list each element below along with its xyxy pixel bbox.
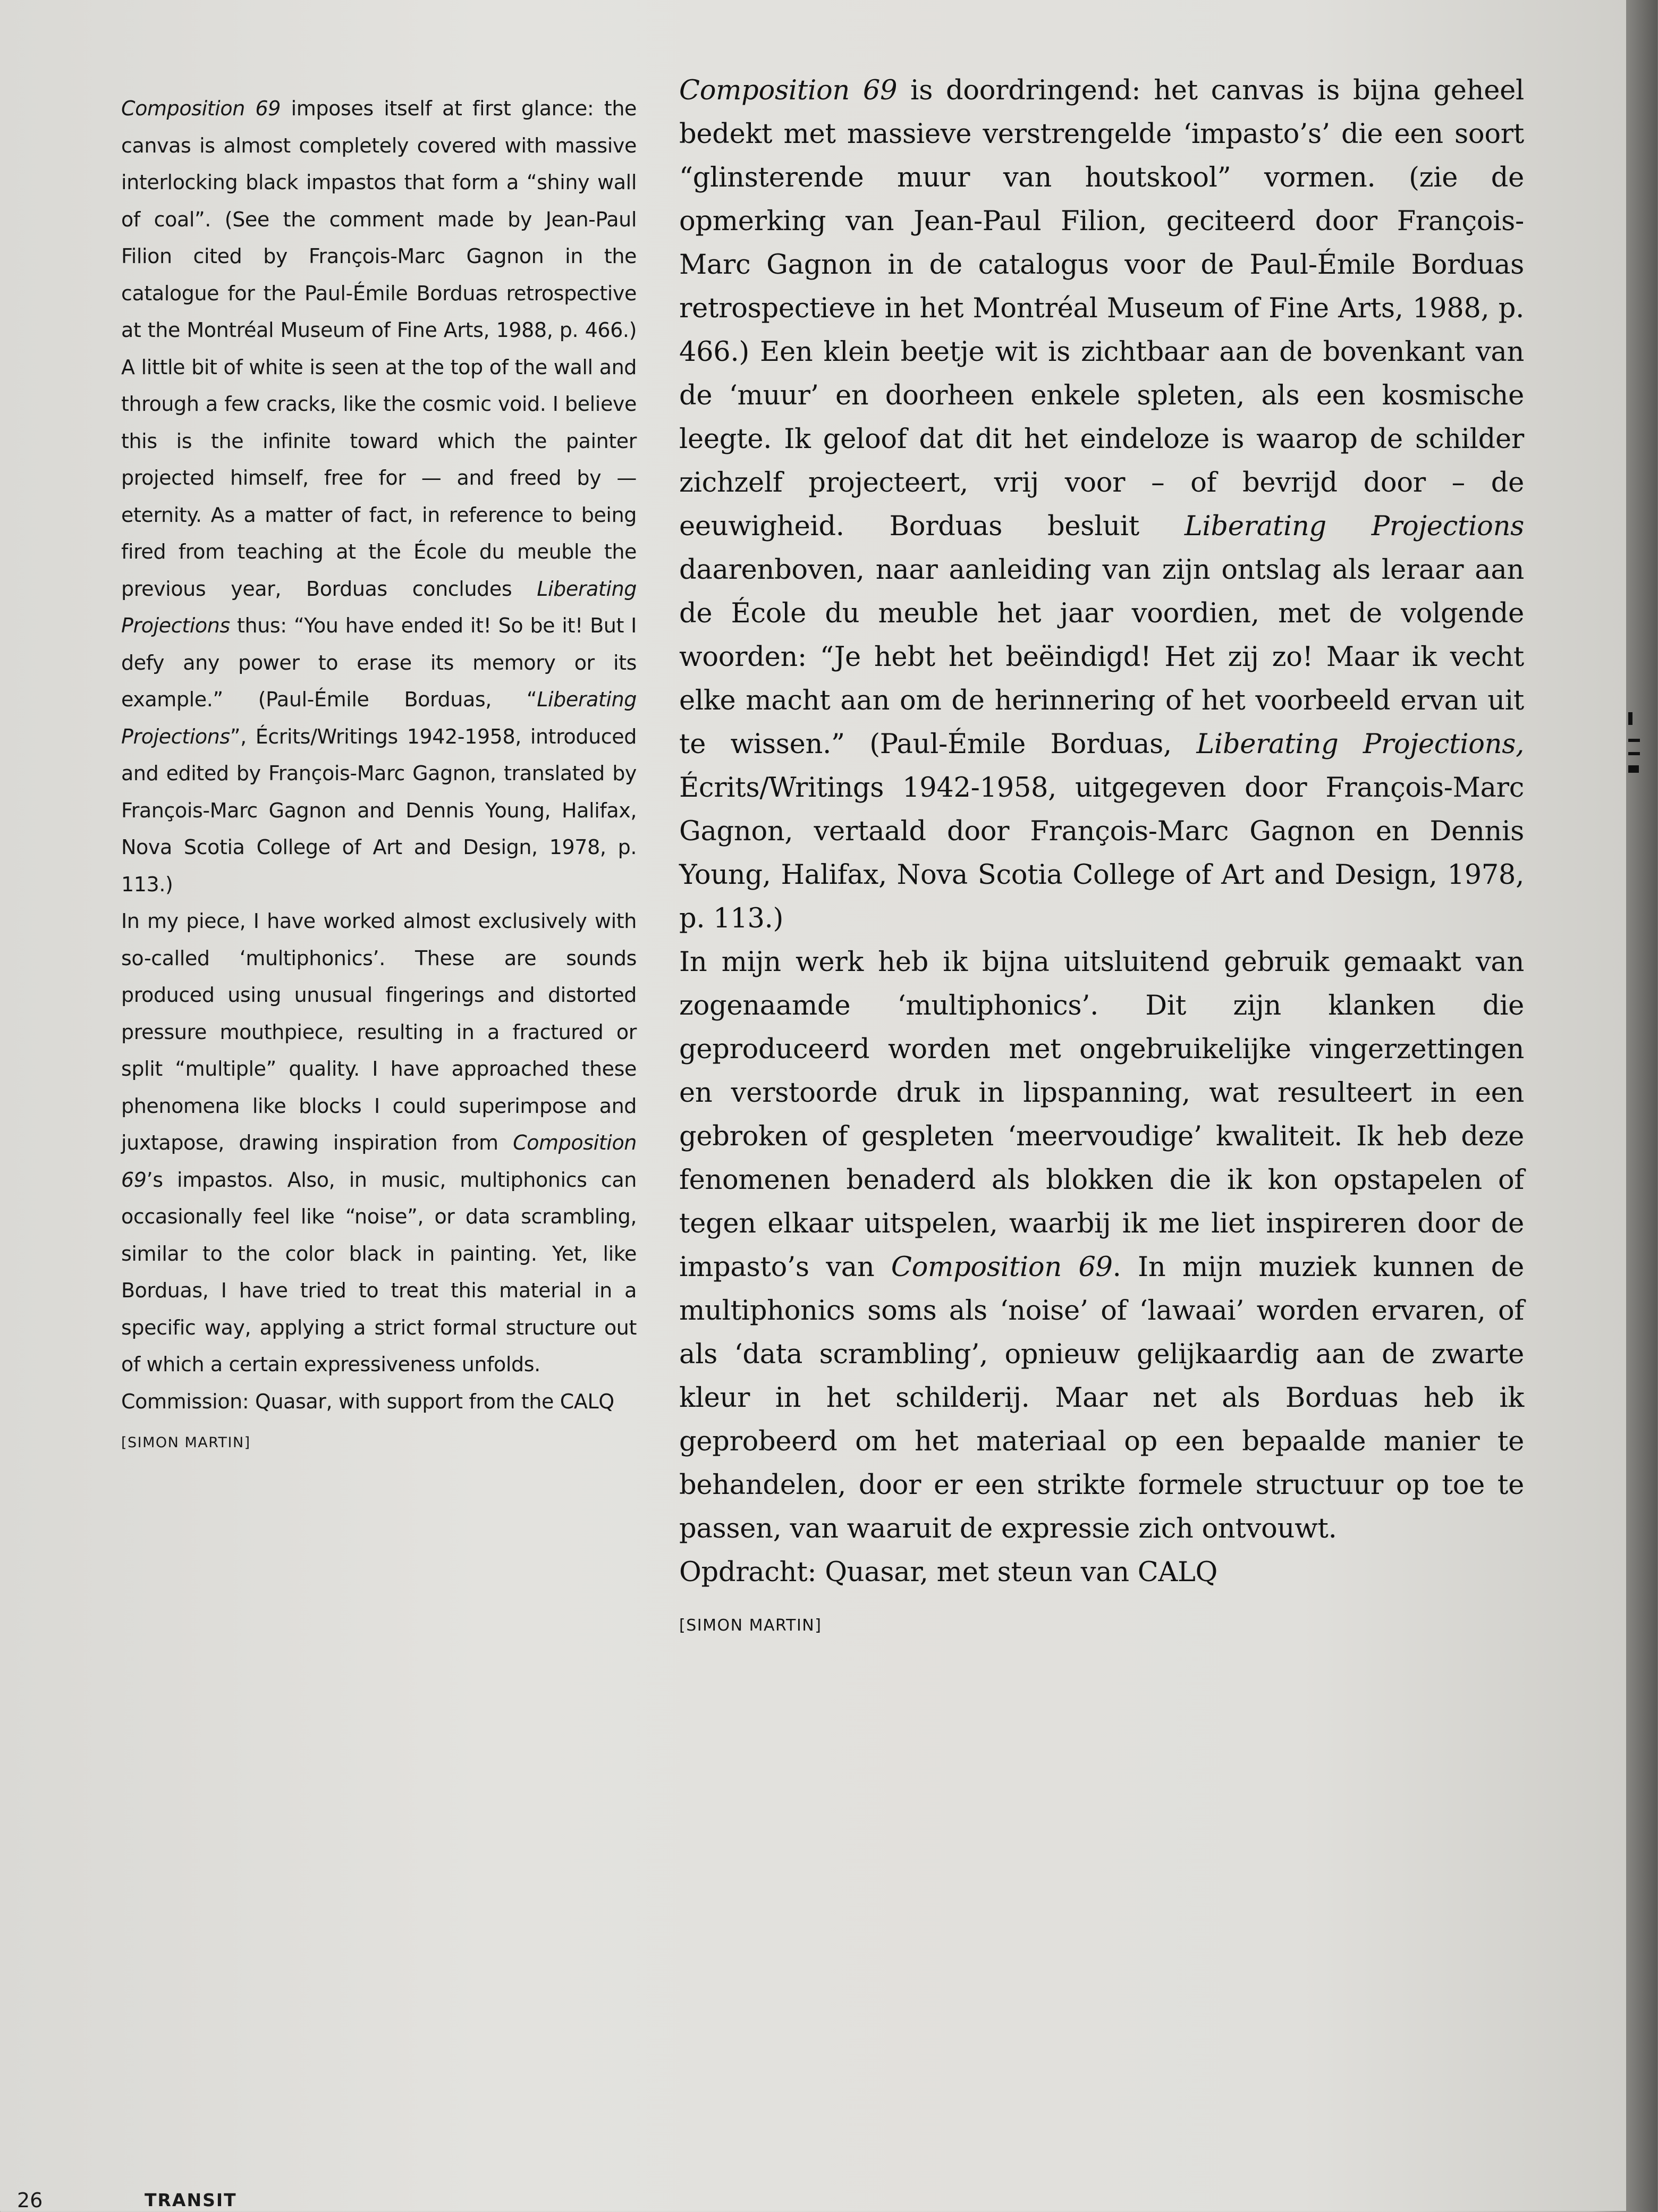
dutch-paragraph-1: Composition 69 is doordringend: het canvas is bijna geheel bedekt met massieve verstrengelde ‘impasto’s’ die een soort “glinsterende muur van houtskool” vormen. (zie de opmerking van Jean-Paul Filion, geciteerd door François-Marc Gagnon in de catalogus voor de Paul-Émile Borduas retrospectieve in het Montréal Museum of Fine Arts, 1988, p. 466.) Een klein beetje wit is zichtbaar aan de bovenkant van de ‘muur’ en doorheen enkele spleten, als een kosmische leegte. Ik geloof dat dit het eindeloze is waarop de schilder zichzelf projecteert, vrij voor – of bevrijd door – de eeuwigheid. Borduas besluit Liberating Projections daarenboven, naar aanleiding van zijn ontslag als leraar aan de École du meuble het jaar voordien, met de volgende woorden: “Je hebt het beëindigd! Het zij zo! Maar ik vecht elke macht aan om de herinnering of het voorbeeld ervan uit te wissen.” (Paul-Émile Borduas, Liberating Projections, Écrits/Writings 1942-1958, uitgegeven door François-Marc Gagnon, vertaald door François-Marc Gagnon en Dennis Young, Halifax, Nova Scotia College of Art and Design, 1978, p. 113.) [679, 75, 1524, 934]
english-paragraph-1: Composition 69 imposes itself at first glance: the canvas is almost completely covered with massive interlocking black impastos that form a “shiny wall of coal”. (See the comment made by Jean-Paul Filion cited by François-Marc Gagnon in the catalogue for the Paul-Émile Borduas retrospective at the Montréal Museum of Fine Arts, 1988, p. 466.) A little bit of white is seen at the top of the wall and through a few cracks, like the cosmic void. I believe this is the infinite toward which the painter projected himself, free for — and freed by — eternity. As a matter of fact, in reference to being fired from teaching at the École du meuble the previous year, Borduas concludes Liberating Projections thus: “You have ended it! So be it! But I defy any power to erase its memory or its example.” (Paul-Émile Borduas, “Liberating Projections”, Écrits/Writings 1942-1958, introduced and edited by François-Marc Gagnon, translated by François-Marc Gagnon and Dennis Young, Halifax, Nova Scotia College of Art and Design, 1978, p. 113.) [121, 97, 637, 896]
adjacent-page-edge-marks [1627, 712, 1643, 781]
english-author-credit: [SIMON MARTIN] [121, 1434, 251, 1451]
dutch-author-credit: [SIMON MARTIN] [679, 1616, 822, 1635]
magazine-name: TRANSIT [145, 2190, 237, 2210]
essay-title: Liberating Projections [1184, 511, 1524, 542]
dutch-column [679, 69, 1524, 1648]
artwork-title: Composition 69 [121, 1131, 637, 1192]
english-commission: Commission: Quasar, with support from the CALQ [121, 1389, 614, 1413]
essay-title: Liberating Projections [121, 577, 637, 637]
english-paragraph-2: In my piece, I have worked almost exclusively with so-called ‘multiphonics’. These are sounds produced using unusual fingerings and distorted pressure mouthpiece, resulting in a fractured or split “multiple” quality. I have approached these phenomena like blocks I could superimpose and juxtapose, drawing inspiration from Composition 69’s impastos. Also, in music, multiphonics can occasionally feel like “noise”, or data scrambling, similar to the color black in painting. Yet, like Borduas, I have tried to treat this material in a specific way, applying a strict formal structure out of which a certain expressiveness unfolds. [121, 909, 637, 1376]
english-column [121, 90, 637, 1462]
dutch-commission: Opdracht: Quasar, met steun van CALQ [679, 1557, 1218, 1588]
essay-title: Liberating Projections, [1196, 729, 1524, 760]
artwork-title: Composition 69 [679, 75, 898, 106]
page-number: 26 [17, 2189, 43, 2212]
show-through-texture [128, 32, 1562, 74]
artwork-title: Composition 69 [121, 97, 281, 120]
dutch-paragraph-2: In mijn werk heb ik bijna uitsluitend gebruik gemaakt van zogenaamde ‘multiphonics’. Dit zijn klanken die geproduceerd worden met ongebruikelijke vingerzettingen en verstoorde druk in lipspanning, wat resulteert in een gebroken of gespleten ‘meervoudige’ kwaliteit. Ik heb deze fenomenen benaderd als blokken die ik kon opstapelen of tegen elkaar uitspelen, waarbij ik me liet inspireren door de impasto’s van Composition 69. In mijn muziek kunnen de multiphonics soms als ‘noise’ of ‘lawaai’ worden ervaren, of als ‘data scrambling’, opnieuw gelijkaardig aan de zwarte kleur in het schilderij. Maar net als Borduas heb ik geprobeerd om het materiaal op een bepaalde manier te behandelen, door er een strikte formele structuur op toe te passen, van waaruit de expressie zich ontvouwt. [679, 947, 1524, 1544]
essay-title: Liberating Projections [121, 688, 637, 748]
artwork-title: Composition 69 [891, 1252, 1113, 1283]
